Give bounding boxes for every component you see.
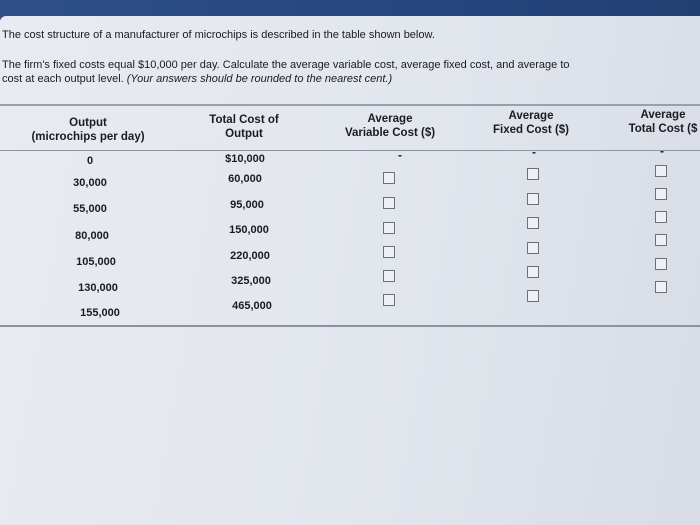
total-cost-cell: 220,000 bbox=[230, 250, 270, 262]
instruction-line-2 bbox=[2, 72, 700, 86]
total-cost-cell: 150,000 bbox=[229, 224, 269, 236]
avc-input-box[interactable] bbox=[383, 172, 395, 184]
output-cell: 0 bbox=[86, 155, 94, 167]
table-bottom-rule bbox=[0, 325, 700, 327]
header-afc-line-2: Fixed Cost ($) bbox=[492, 124, 570, 136]
header-avc-line-1: Average bbox=[367, 113, 413, 125]
total-cost-cell: 95,000 bbox=[230, 199, 264, 211]
header-output bbox=[8, 116, 168, 144]
header-afc-line-1: Average bbox=[508, 110, 554, 122]
afc-input-box[interactable] bbox=[527, 168, 539, 180]
header-total-cost bbox=[185, 113, 303, 141]
header-output-line-2: (microchips per day) bbox=[31, 131, 145, 143]
header-atc-line-2: Total Cost ($ bbox=[628, 123, 698, 135]
atc-input-box[interactable] bbox=[655, 281, 667, 293]
output-cell: 130,000 bbox=[78, 282, 118, 294]
header-total-cost-line-2: Output bbox=[225, 128, 263, 140]
header-average-fixed-cost bbox=[476, 109, 586, 137]
afc-input-box[interactable] bbox=[527, 193, 539, 205]
total-cost-cell: 60,000 bbox=[228, 173, 262, 185]
rounding-note: (Your answers should be rounded to the nearest cent.) bbox=[126, 73, 393, 85]
question-page bbox=[0, 16, 700, 525]
table-top-rule bbox=[0, 104, 700, 106]
avc-empty-dash: - bbox=[398, 148, 402, 162]
afc-input-box[interactable] bbox=[527, 217, 539, 229]
atc-input-box[interactable] bbox=[655, 234, 667, 246]
header-total-cost-line-1: Total Cost of bbox=[209, 114, 279, 126]
avc-input-box[interactable] bbox=[383, 246, 395, 258]
afc-input-box[interactable] bbox=[527, 290, 539, 302]
instruction-line-2-plain: cost at each output level. bbox=[2, 73, 127, 85]
atc-input-box[interactable] bbox=[655, 165, 667, 177]
avc-input-box[interactable] bbox=[383, 270, 395, 282]
avc-input-box[interactable] bbox=[383, 197, 395, 209]
afc-input-box[interactable] bbox=[527, 242, 539, 254]
afc-empty-dash: - bbox=[532, 145, 536, 159]
instruction-line-1: The firm's fixed costs equal $10,000 per day. Calculate the average variable cost, average fixed cost, and average to bbox=[2, 59, 570, 71]
output-cell: 155,000 bbox=[80, 307, 120, 319]
instruction-text bbox=[2, 58, 700, 86]
output-cell: 80,000 bbox=[75, 230, 109, 242]
total-cost-cell: 325,000 bbox=[231, 275, 271, 287]
avc-input-box[interactable] bbox=[383, 222, 395, 234]
total-cost-cell: $10,000 bbox=[225, 153, 265, 165]
header-atc-line-1: Average bbox=[640, 109, 686, 121]
atc-input-box[interactable] bbox=[655, 188, 667, 200]
afc-input-box[interactable] bbox=[527, 266, 539, 278]
total-cost-cell: 465,000 bbox=[232, 300, 272, 312]
header-average-variable-cost bbox=[330, 112, 450, 140]
output-cell: 105,000 bbox=[76, 256, 116, 268]
header-output-line-1: Output bbox=[69, 117, 107, 129]
table-header-rule bbox=[0, 150, 700, 151]
output-cell: 55,000 bbox=[73, 203, 107, 215]
atc-input-box[interactable] bbox=[655, 211, 667, 223]
header-average-total-cost bbox=[620, 108, 700, 136]
avc-input-box[interactable] bbox=[383, 294, 395, 306]
output-cell: 30,000 bbox=[73, 177, 107, 189]
atc-input-box[interactable] bbox=[655, 258, 667, 270]
atc-empty-dash: - bbox=[660, 144, 664, 158]
intro-text: The cost structure of a manufacturer of microchips is described in the table shown below. bbox=[2, 29, 435, 41]
header-avc-line-2: Variable Cost ($) bbox=[344, 127, 436, 139]
